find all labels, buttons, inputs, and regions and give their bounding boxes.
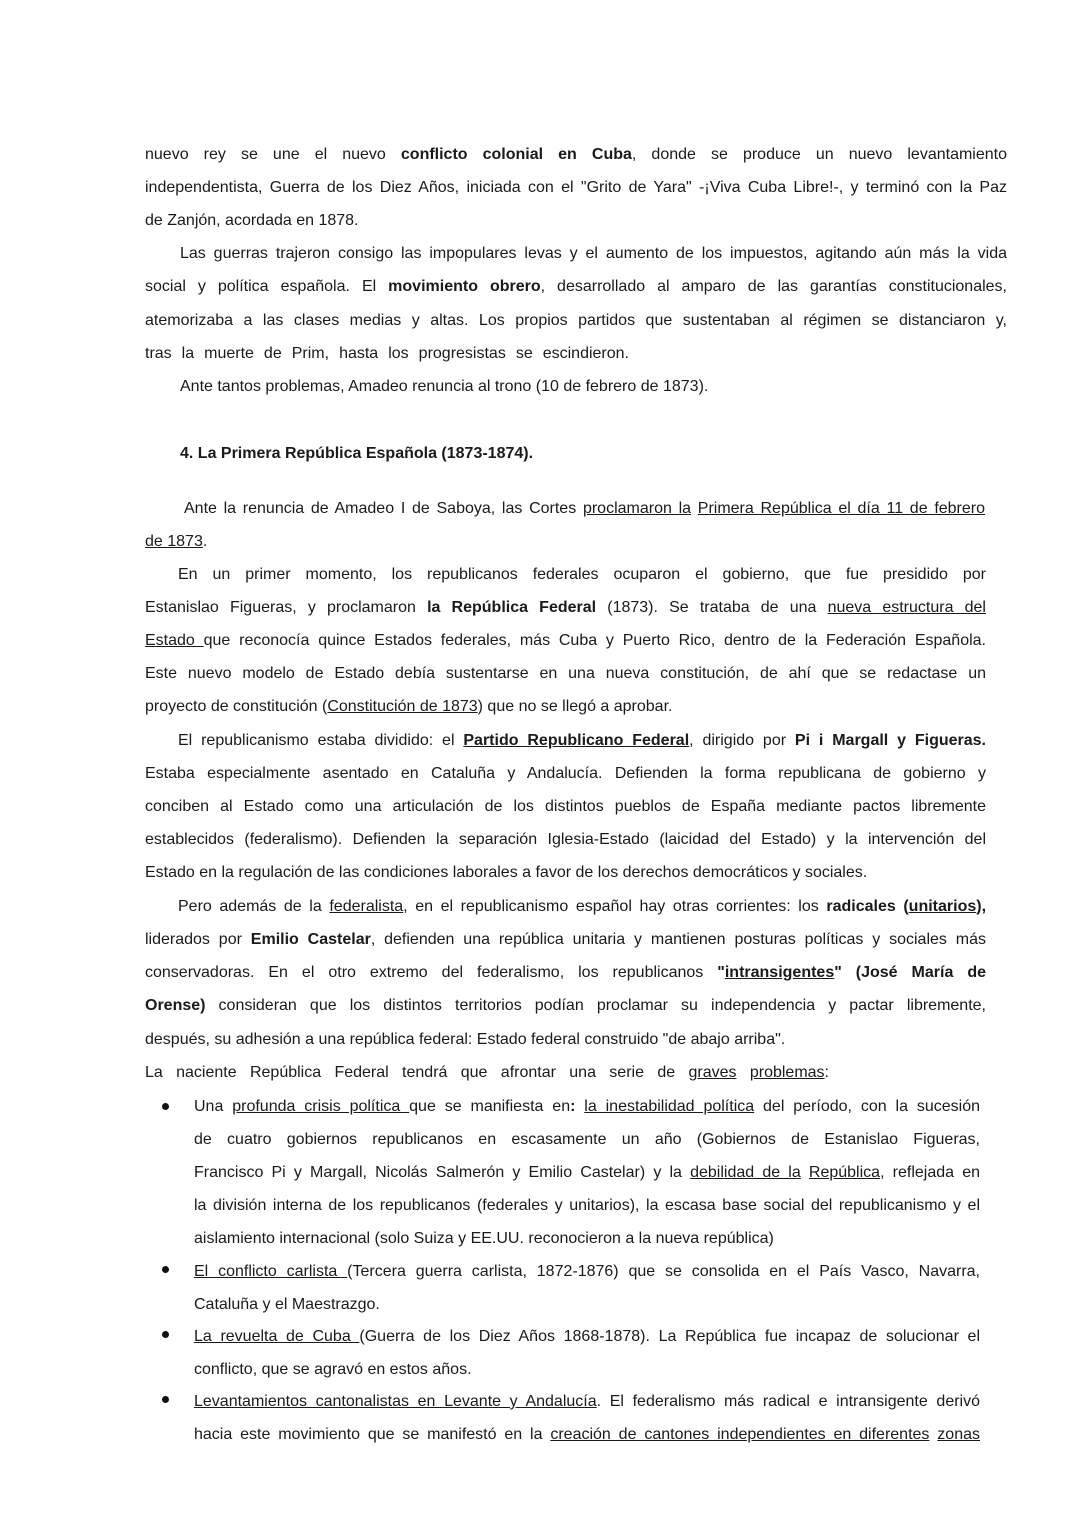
bullet-icon xyxy=(162,1266,169,1273)
paragraph-line: Estanislao Figueras, y proclamaron la República Federal (1873). Se trataba de una nueva estructura del xyxy=(145,599,986,616)
list-item-line: la división interna de los republicanos (federales y unitarios), la escasa base social del republicanismo y el xyxy=(194,1197,980,1214)
paragraph-line: establecidos (federalismo). Defienden la separación Iglesia-Estado (laicidad del Estado) y la intervención del xyxy=(145,831,986,848)
paragraph-line: nuevo rey se une el nuevo conflicto colonial en Cuba, donde se produce un nuevo levantamiento xyxy=(145,146,1007,163)
paragraph-line: Estaba especialmente asentado en Cataluña y Andalucía. Defienden la forma republicana de gobierno y xyxy=(145,765,986,782)
paragraph-line: atemorizaba a las clases medias y altas. Los propios partidos que sustentaban al régimen se distanciaron y, xyxy=(145,312,1007,329)
paragraph-line: de Zanjón, acordada en 1878. xyxy=(145,212,359,229)
list-item-line: Francisco Pi y Margall, Nicolás Salmerón y Emilio Castelar) y la debilidad de la República, reflejada en xyxy=(194,1164,980,1181)
paragraph-line: independentista, Guerra de los Diez Años, iniciada con el "Grito de Yara" -¡Viva Cuba Libre!-, y terminó con la Paz xyxy=(145,179,1007,196)
paragraph-line: Ante tantos problemas, Amadeo renuncia al trono (10 de febrero de 1873). xyxy=(180,378,709,395)
list-item-line: hacia este movimiento que se manifestó en la creación de cantones independientes en diferentes zonas xyxy=(194,1426,980,1443)
paragraph-line: Este nuevo modelo de Estado debía sustentarse en una nueva constitución, de ahí que se redactase un xyxy=(145,665,986,682)
paragraph-line: de 1873. xyxy=(145,533,208,550)
paragraph-line: conservadoras. En el otro extremo del federalismo, los republicanos "intransigentes" (José María de xyxy=(145,964,987,981)
list-item-line: de cuatro gobiernos republicanos en escasamente un año (Gobiernos de Estanislao Figueras, xyxy=(194,1131,980,1148)
paragraph-line: En un primer momento, los republicanos federales ocuparon el gobierno, que fue presidido por xyxy=(178,566,986,583)
list-item-line: Cataluña y el Maestrazgo. xyxy=(194,1296,380,1313)
paragraph-line: Ante la renuncia de Amadeo I de Saboya, las Cortes proclamaron la Primera República el día 11 de febrero xyxy=(184,500,986,517)
list-item-line: Levantamientos cantonalistas en Levante y Andalucía. El federalismo más radical e intransigente derivó xyxy=(194,1393,981,1410)
paragraph-line: Las guerras trajeron consigo las impopulares levas y el aumento de los impuestos, agitando aún más la vida xyxy=(180,245,1007,262)
paragraph-line: El republicanismo estaba dividido: el Partido Republicano Federal, dirigido por Pi i Margall y Figueras. xyxy=(178,732,986,749)
list-item-line: conflicto, que se agravó en estos años. xyxy=(194,1361,472,1378)
bullet-icon xyxy=(162,1331,169,1338)
paragraph-line: conciben al Estado como una articulación de los distintos pueblos de España mediante pactos libremente xyxy=(145,798,986,815)
paragraph-line: liderados por Emilio Castelar, defienden una república unitaria y mantienen posturas políticas y sociales más xyxy=(145,931,987,948)
section-heading: 4. La Primera República Española (1873-1874). xyxy=(180,445,534,462)
list-item-line: La revuelta de Cuba (Guerra de los Diez Años 1868-1878). La República fue incapaz de solucionar el xyxy=(194,1328,981,1345)
paragraph-line: Pero además de la federalista, en el republicanismo español hay otras corrientes: los radicales (unitarios), xyxy=(178,898,987,915)
paragraph-line: tras la muerte de Prim, hasta los progresistas se escindieron. xyxy=(145,345,629,362)
paragraph-line: después, su adhesión a una república federal: Estado federal construido "de abajo arriba". xyxy=(145,1031,786,1048)
paragraph-line: Orense) consideran que los distintos territorios podían proclamar su independencia y pactar libremente, xyxy=(145,997,986,1014)
paragraph-line: proyecto de constitución (Constitución de 1873) que no se llegó a aprobar. xyxy=(145,698,673,715)
bullet-icon xyxy=(162,1396,169,1403)
paragraph-line: La naciente República Federal tendrá que afrontar una serie de graves problemas: xyxy=(145,1064,829,1081)
list-item-line: aislamiento internacional (solo Suiza y EE.UU. reconocieron a la nueva república) xyxy=(194,1230,774,1247)
paragraph-line: Estado que reconocía quince Estados federales, más Cuba y Puerto Rico, dentro de la Federación Española. xyxy=(145,632,986,649)
bullet-icon xyxy=(162,1103,169,1110)
list-item-line: El conflicto carlista (Tercera guerra carlista, 1872-1876) que se consolida en el País Vasco, Navarra, xyxy=(194,1263,981,1280)
list-item-line: Una profunda crisis política que se manifiesta en: la inestabilidad política del período, con la sucesión xyxy=(194,1098,980,1115)
paragraph-line: Estado en la regulación de las condiciones laborales a favor de los derechos democráticos y sociales. xyxy=(145,864,868,881)
paragraph-line: social y política española. El movimiento obrero, desarrollado al amparo de las garantías constitucionales, xyxy=(145,278,1007,295)
